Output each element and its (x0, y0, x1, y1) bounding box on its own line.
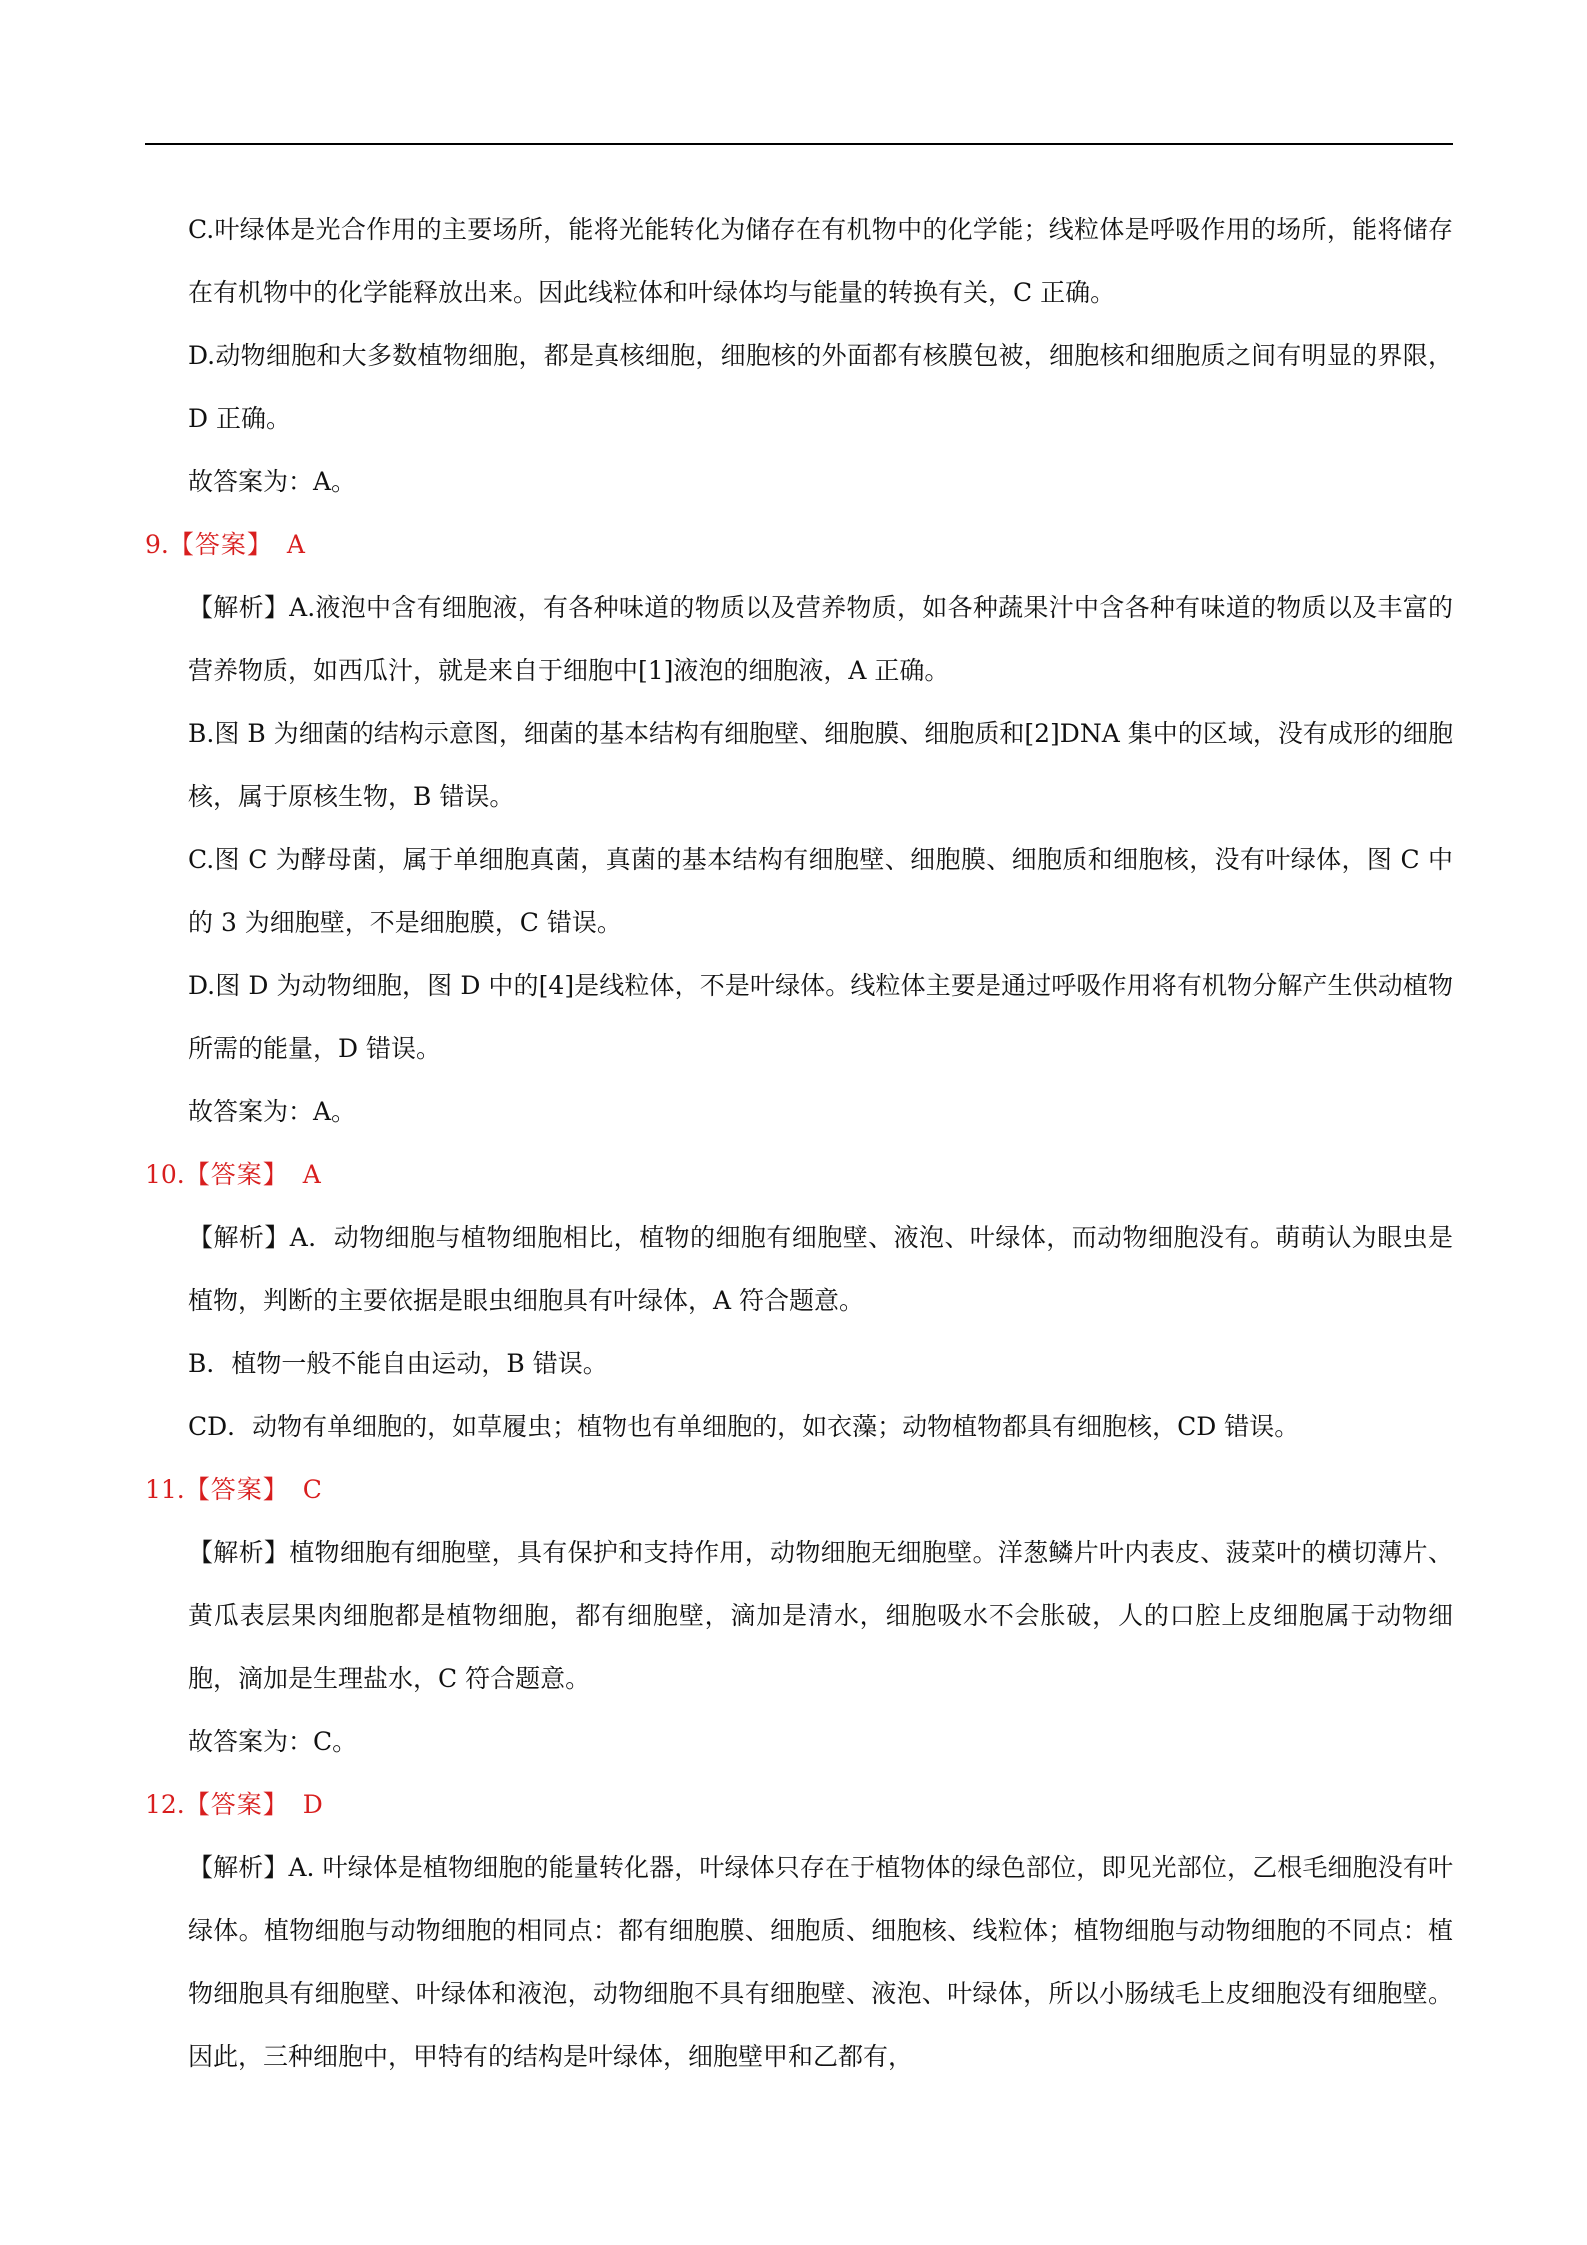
answer-letter: A (286, 530, 305, 559)
answer-tag: 【答案】 (184, 1790, 289, 1819)
explanation-paragraph: B.图 B 为细菌的结构示意图，细菌的基本结构有细胞壁、细胞膜、细胞质和[2]DNA 集中的区域，没有成形的细胞核，属于原核生物，B 错误。 (188, 719, 1453, 811)
explanation-paragraph: CD．动物有单细胞的，如草履虫；植物也有单细胞的，如衣藻；动物植物都具有细胞核，CD 错误。 (188, 1412, 1300, 1441)
answer-heading-10 (145, 1143, 1453, 1206)
answer-heading-9 (145, 513, 1453, 576)
answer-tag: 【答案】 (184, 1160, 289, 1189)
explanation-paragraph: 【解析】A．动物细胞与植物细胞相比，植物的细胞有细胞壁、液泡、叶绿体，而动物细胞没有。萌萌认为眼虫是植物，判断的主要依据是眼虫细胞具有叶绿体，A 符合题意。 (188, 1223, 1453, 1315)
explanation-paragraph: B．植物一般不能自由运动，B 错误。 (188, 1349, 608, 1378)
explanation-paragraph: D.图 D 为动物细胞，图 D 中的[4]是线粒体，不是叶绿体。线粒体主要是通过呼吸作用将有机物分解产生供动植物所需的能量，D 错误。 (188, 971, 1453, 1063)
conclusion-paragraph: 故答案为：A。 (188, 467, 357, 496)
question-number: 11. (145, 1475, 185, 1504)
answer-tag: 【答案】 (168, 530, 273, 559)
explanation-paragraph: C.图 C 为酵母菌，属于单细胞真菌，真菌的基本结构有细胞壁、细胞膜、细胞质和细胞核，没有叶绿体，图 C 中的 3 为细胞壁，不是细胞膜，C 错误。 (188, 845, 1453, 937)
answer-letter: C (302, 1475, 322, 1504)
conclusion-paragraph: 故答案为：C。 (188, 1727, 358, 1756)
explanation-paragraph: C.叶绿体是光合作用的主要场所，能将光能转化为储存在有机物中的化学能；线粒体是呼吸作用的场所，能将储存在有机物中的化学能释放出来。因此线粒体和叶绿体均与能量的转换有关，C 正确。 (188, 215, 1453, 307)
answer-heading-11 (145, 1458, 1453, 1521)
answer-heading-12 (145, 1773, 1453, 1836)
answer-letter: D (302, 1790, 323, 1819)
conclusion-paragraph: 故答案为：A。 (188, 1097, 357, 1126)
header-rule (145, 143, 1453, 145)
question-number: 9. (145, 530, 169, 559)
answer-letter: A (302, 1160, 321, 1189)
question-number: 10. (145, 1160, 185, 1189)
question-number: 12. (145, 1790, 185, 1819)
explanation-paragraph: D.动物细胞和大多数植物细胞，都是真核细胞，细胞核的外面都有核膜包被，细胞核和细胞质之间有明显的界限，D 正确。 (188, 341, 1453, 433)
explanation-paragraph: 【解析】A. 叶绿体是植物细胞的能量转化器，叶绿体只存在于植物体的绿色部位，即见光部位，乙根毛细胞没有叶绿体。植物细胞与动物细胞的相同点：都有细胞膜、细胞质、细胞核、线粒体；植物细胞与动物细胞的不同点：植物细胞具有细胞壁、叶绿体和液泡，动物细胞不具有细胞壁、液泡、叶绿体，所以小肠绒毛上皮细胞没有细胞壁。因此，三种细胞中，甲特有的结构是叶绿体，细胞壁甲和乙都有， (188, 1853, 1453, 2071)
document-body (145, 198, 1453, 2088)
explanation-paragraph: 【解析】植物细胞有细胞壁，具有保护和支持作用，动物细胞无细胞壁。洋葱鳞片叶内表皮、菠菜叶的横切薄片、黄瓜表层果肉细胞都是植物细胞，都有细胞壁，滴加是清水，细胞吸水不会胀破，人的口腔上皮细胞属于动物细胞，滴加是生理盐水，C 符合题意。 (188, 1538, 1453, 1693)
explanation-paragraph: 【解析】A.液泡中含有细胞液，有各种味道的物质以及营养物质，如各种蔬果汁中含各种有味道的物质以及丰富的营养物质，如西瓜汁，就是来自于细胞中[1]液泡的细胞液，A 正确。 (188, 593, 1453, 685)
answer-tag: 【答案】 (184, 1475, 289, 1504)
